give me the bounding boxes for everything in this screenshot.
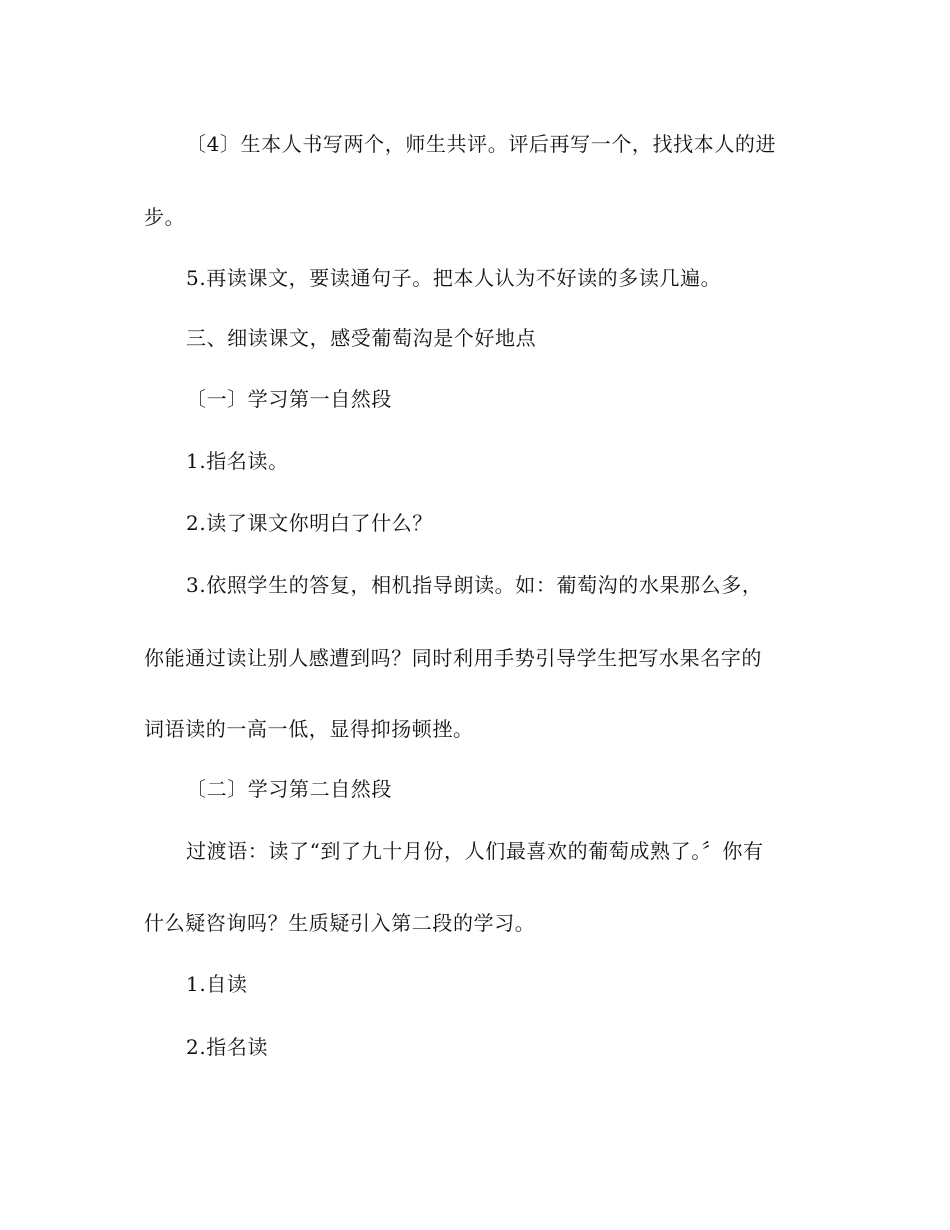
subsection-heading: 〔一〕学习第一自然段 [186, 387, 392, 411]
paragraph-line: 你能通过读让别人感遭到吗？同时利用手势引导学生把写水果名字的 [144, 646, 762, 670]
paragraph-line: 词语读的一高一低，显得抑扬顿挫。 [144, 717, 474, 741]
list-item: 1.自读 [186, 972, 248, 996]
list-item: 3.依照学生的答复，相机指导朗读。如：葡萄沟的水果那么多， [186, 573, 763, 597]
paragraph-line: 〔4〕生本人书写两个，师生共评。评后再写一个，找找本人的进 [186, 132, 777, 156]
paragraph-line: 过渡语：读了“到了九十月份，人们最喜欢的葡萄成熟了。〞你有 [186, 839, 764, 863]
list-item: 2.指名读 [186, 1035, 269, 1059]
list-item: 2.读了课文你明白了什么？ [186, 511, 433, 535]
list-item: 1.指名读。 [186, 449, 289, 473]
paragraph-line: 步。 [144, 205, 186, 229]
subsection-heading: 〔二〕学习第二自然段 [186, 777, 392, 801]
paragraph-line: 5.再读课文，要读通句子。把本人认为不好读的多读几遍。 [186, 266, 722, 290]
section-heading: 三、细读课文，感受葡萄沟是个好地点 [186, 326, 537, 350]
paragraph-line: 什么疑咨询吗？生质疑引入第二段的学习。 [144, 911, 536, 935]
